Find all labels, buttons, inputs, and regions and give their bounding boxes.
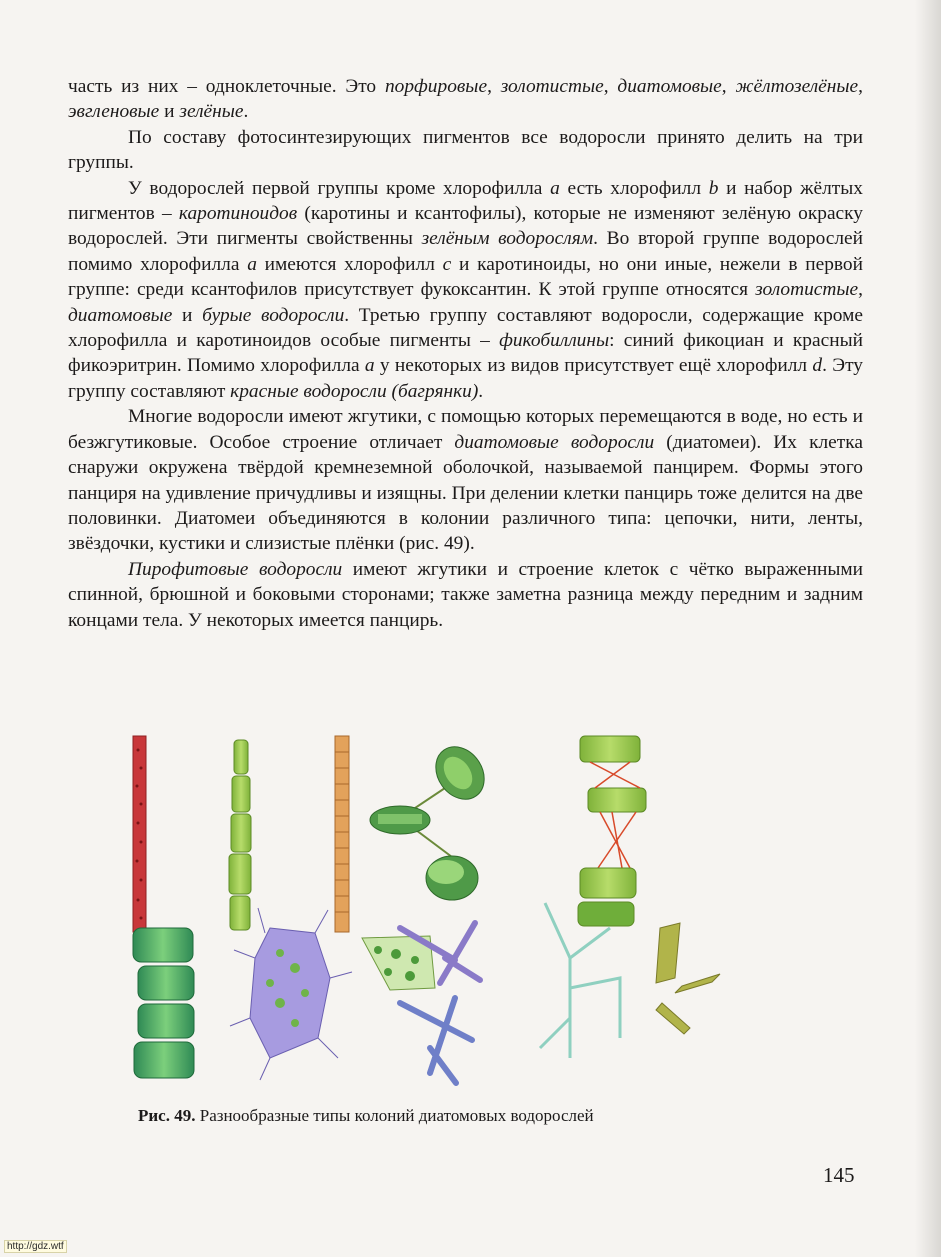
emphasized-term: с [442, 253, 452, 275]
diatom-colonies-illustration [100, 728, 870, 1100]
emphasized-term: бурые водоросли [202, 304, 345, 326]
emphasized-term: d [812, 355, 823, 377]
text-run: (диатомеи). Их клетка снаружи окружена твёрдой кремнеземной оболочкой, называемой панцирем. Формы этого панциря на удивление причудливы и изящны. При делении клетки панцирь тоже делится на две половинки. Диатомеи объединяются в колонии различного типа: цепочки, нити, ленты, звёздочки, кустики и слизистые плёнки (рис. 49). [68, 431, 863, 555]
emphasized-term: а [550, 177, 560, 199]
emphasized-term: b [708, 177, 719, 199]
watermark-link[interactable]: http://gdz.wtf [4, 1240, 67, 1253]
text-run: . Во второй группе водорослей помимо хлорофилла [68, 228, 864, 275]
page-edge-shadow [915, 0, 941, 1257]
text-run: У водорослей первой группы кроме хлорофилла [128, 177, 551, 199]
emphasized-term: диатомовые водоросли [454, 431, 655, 453]
emphasized-term: каротиноидов [178, 203, 298, 225]
text-run: : синий фикоциан и красный фикоэритрин. Помимо хлорофилла [68, 330, 863, 377]
text-run: . [243, 101, 249, 123]
red-diatom-chain [133, 736, 146, 932]
emphasized-term: красные водоросли (багрянки) [230, 380, 479, 402]
text-run: . Эту группу составляют [68, 355, 863, 402]
text-run: часть из них – одноклеточные. Это [68, 76, 385, 97]
green-filament-colony [229, 740, 251, 930]
page-number: 145 [823, 1163, 855, 1187]
paragraph [68, 404, 863, 556]
emphasized-term: фикобиллины [499, 330, 610, 352]
text-run: у некоторых из видов присутствует ещё хлорофилл [374, 355, 813, 377]
paragraph [68, 74, 863, 125]
text-run: имеют жгутики и строение клеток с чётко выраженными спинной, брюшной и боковыми сторонами; также заметна разница между передним и задним концами тела. У некоторых имеется панцирь. [68, 558, 863, 631]
paragraph [68, 176, 863, 405]
text-run: и [159, 101, 180, 123]
orange-diatom-chain [335, 736, 349, 932]
text-run: и каротиноиды, но они иные, нежели в первой группе: среди ксантофилов присутствует фукоксантин. К этой группе относятся [68, 253, 864, 301]
text-run: . Третью группу составляют водоросли, содержащие кроме хлорофилла и каротиноидов особые пигменты – [68, 304, 864, 352]
emphasized-term: а [247, 253, 257, 275]
text-run: По составу фотосинтезирующих пигментов все водоросли принято делить на три группы. [68, 126, 863, 174]
emphasized-term: порфировые [384, 76, 488, 97]
paragraph [68, 125, 863, 176]
zigzag-diatom-colony [656, 923, 720, 1034]
text-run: , [487, 76, 501, 97]
main-text [68, 74, 863, 633]
emphasized-term: золотистые [755, 279, 859, 301]
figure-caption-text: Разнообразные типы колоний диатомовых водорослей [195, 1106, 594, 1125]
emphasized-term: Пирофитовые водоросли [128, 558, 343, 580]
emphasized-term: золотистые [500, 76, 604, 97]
figure-caption-label: Рис. 49. [138, 1106, 196, 1125]
emphasized-term: жёлтозелёные [735, 76, 859, 97]
thread-linked-diatom-colony [578, 736, 646, 926]
emphasized-term: диатомовые [68, 304, 173, 326]
emphasized-term: диатомовые [617, 76, 722, 97]
text-run: и набор жёлтых пигментов – [68, 177, 864, 225]
text-run: . [478, 380, 484, 402]
emphasized-term: зелёные [179, 101, 244, 123]
text-run: , [721, 76, 736, 97]
spiny-diatom-colony [230, 908, 352, 1080]
emphasized-term: эвгленовые [68, 101, 160, 123]
box-diatom-ribbon-colony [133, 928, 194, 1078]
text-run: есть хлорофилл [559, 177, 709, 199]
paragraph [68, 557, 863, 633]
text-run: , [858, 279, 863, 301]
star-diatom-colony-lower [400, 998, 472, 1083]
text-run: (каротины и ксантофилы), которые не изменяют зелёную окраску водорослей. Эти пигменты свойственны [68, 203, 863, 250]
emphasized-term: а [364, 355, 375, 377]
text-run: и [172, 304, 203, 326]
text-run: имеются хлорофилл [256, 253, 443, 275]
figure-caption [138, 1105, 838, 1127]
text-run: Многие водоросли имеют жгутики, с помощью которых перемещаются в воде, но есть и безжгутиковые. Особое строение отличает [68, 406, 863, 453]
figure-49-diatom-colonies [100, 728, 870, 1100]
emphasized-term: зелёным водорослям [421, 228, 594, 250]
text-run: , [603, 76, 618, 97]
text-run: , [858, 76, 863, 97]
disc-diatom-zigzag-chain [370, 737, 494, 900]
